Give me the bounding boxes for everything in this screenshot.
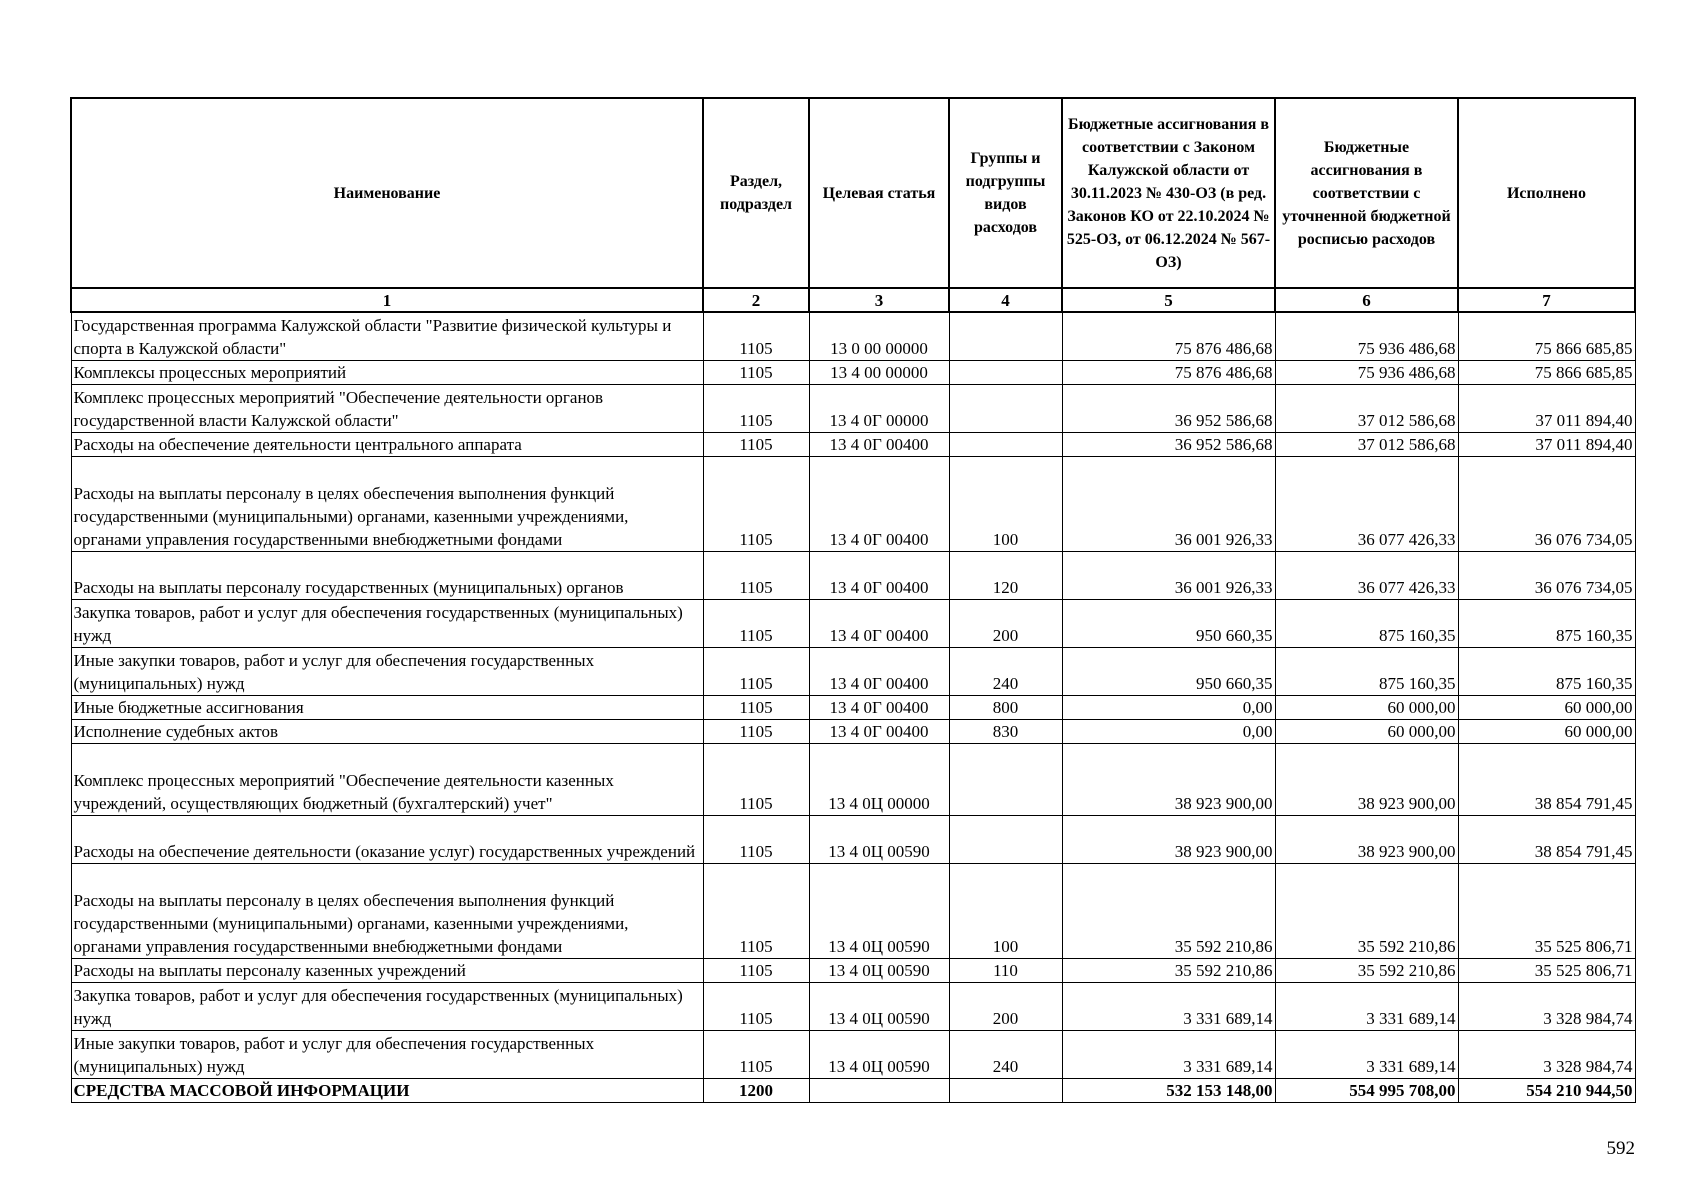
header-executed: Исполнено [1458, 98, 1635, 288]
cell-section: 1105 [703, 863, 809, 958]
cell-article: 13 4 0Ц 00590 [809, 982, 949, 1030]
cell-section: 1105 [703, 384, 809, 432]
cell-law: 35 592 210,86 [1062, 958, 1275, 982]
cell-group: 800 [949, 695, 1062, 719]
cell-group: 120 [949, 551, 1062, 599]
cell-group: 240 [949, 647, 1062, 695]
table-row [71, 958, 1635, 982]
cell-article: 13 4 0Г 00400 [809, 432, 949, 456]
cell-name: Расходы на обеспечение деятельности (оказание услуг) государственных учреждений [71, 815, 703, 863]
table-row [71, 456, 1635, 551]
cell-section: 1105 [703, 312, 809, 360]
cell-name: Закупка товаров, работ и услуг для обеспечения государственных (муниципальных) нужд [71, 599, 703, 647]
total-row [71, 1078, 1635, 1102]
table-row [71, 551, 1635, 599]
cell-group: 200 [949, 599, 1062, 647]
cell-article: 13 4 0Ц 00590 [809, 815, 949, 863]
table-row [71, 1030, 1635, 1078]
header-refined: Бюджетные ассигнования в соответствии с уточненной бюджетной росписью расходов [1275, 98, 1458, 288]
cell-article: 13 4 0Г 00400 [809, 599, 949, 647]
cell-section: 1105 [703, 599, 809, 647]
cell-refined: 75 936 486,68 [1275, 312, 1458, 360]
cell-executed: 38 854 791,45 [1458, 815, 1635, 863]
cell-name: Расходы на выплаты персоналу в целях обеспечения выполнения функций государственными (муниципальными) органами, казенными учреждениями, органами управления государственными внебюджетными фондами [71, 863, 703, 958]
cell-refined: 37 012 586,68 [1275, 384, 1458, 432]
cell-refined: 3 331 689,14 [1275, 982, 1458, 1030]
cell-section: 1105 [703, 743, 809, 815]
cell-group [949, 360, 1062, 384]
cell-group [949, 1078, 1062, 1102]
cell-group: 100 [949, 863, 1062, 958]
table-row [71, 863, 1635, 958]
cell-section: 1105 [703, 647, 809, 695]
column-number: 5 [1062, 288, 1275, 312]
cell-name: Расходы на обеспечение деятельности центрального аппарата [71, 432, 703, 456]
table-row [71, 599, 1635, 647]
cell-refined: 35 592 210,86 [1275, 958, 1458, 982]
cell-law: 0,00 [1062, 695, 1275, 719]
cell-article: 13 4 0Г 00400 [809, 719, 949, 743]
cell-refined: 875 160,35 [1275, 599, 1458, 647]
table-row [71, 695, 1635, 719]
cell-name: Расходы на выплаты персоналу в целях обеспечения выполнения функций государственными (муниципальными) органами, казенными учреждениями, органами управления государственными внебюджетными фондами [71, 456, 703, 551]
cell-article: 13 4 00 00000 [809, 360, 949, 384]
cell-section: 1105 [703, 360, 809, 384]
column-number: 4 [949, 288, 1062, 312]
cell-article: 13 4 0Ц 00590 [809, 1030, 949, 1078]
cell-article: 13 4 0Г 00000 [809, 384, 949, 432]
cell-refined: 875 160,35 [1275, 647, 1458, 695]
cell-name: Комплексы процессных мероприятий [71, 360, 703, 384]
cell-group: 100 [949, 456, 1062, 551]
cell-refined: 35 592 210,86 [1275, 863, 1458, 958]
cell-name: Иные бюджетные ассигнования [71, 695, 703, 719]
cell-executed: 75 866 685,85 [1458, 360, 1635, 384]
header-name: Наименование [71, 98, 703, 288]
cell-name: Иные закупки товаров, работ и услуг для обеспечения государственных (муниципальных) нужд [71, 1030, 703, 1078]
cell-group [949, 743, 1062, 815]
cell-executed: 36 076 734,05 [1458, 551, 1635, 599]
cell-refined: 37 012 586,68 [1275, 432, 1458, 456]
cell-law: 75 876 486,68 [1062, 312, 1275, 360]
header-group: Группы и подгруппы видов расходов [949, 98, 1062, 288]
cell-law: 36 952 586,68 [1062, 384, 1275, 432]
cell-article [809, 1078, 949, 1102]
cell-section: 1105 [703, 1030, 809, 1078]
cell-group [949, 815, 1062, 863]
cell-article: 13 4 0Г 00400 [809, 647, 949, 695]
cell-section: 1105 [703, 456, 809, 551]
cell-law: 38 923 900,00 [1062, 815, 1275, 863]
cell-section: 1105 [703, 815, 809, 863]
cell-executed: 3 328 984,74 [1458, 1030, 1635, 1078]
cell-executed: 37 011 894,40 [1458, 384, 1635, 432]
cell-executed: 3 328 984,74 [1458, 982, 1635, 1030]
cell-section: 1105 [703, 695, 809, 719]
cell-executed: 75 866 685,85 [1458, 312, 1635, 360]
header-law: Бюджетные ассигнования в соответствии с Законом Калужской области от 30.11.2023 № 430-ОЗ (в ред. Законов КО от 22.10.2024 № 525-ОЗ, от 06.12.2024 № 567-ОЗ) [1062, 98, 1275, 288]
page-number: 592 [1606, 1138, 1635, 1159]
cell-name: СРЕДСТВА МАССОВОЙ ИНФОРМАЦИИ [71, 1078, 703, 1102]
cell-group: 110 [949, 958, 1062, 982]
cell-name: Исполнение судебных актов [71, 719, 703, 743]
cell-name: Расходы на выплаты персоналу казенных учреждений [71, 958, 703, 982]
cell-executed: 875 160,35 [1458, 647, 1635, 695]
cell-executed: 38 854 791,45 [1458, 743, 1635, 815]
header-article: Целевая статья [809, 98, 949, 288]
column-number: 1 [71, 288, 703, 312]
table-row [71, 719, 1635, 743]
cell-article: 13 4 0Г 00400 [809, 456, 949, 551]
cell-group: 240 [949, 1030, 1062, 1078]
cell-section: 1105 [703, 551, 809, 599]
column-number: 6 [1275, 288, 1458, 312]
table-row [71, 647, 1635, 695]
column-number: 7 [1458, 288, 1635, 312]
cell-group: 830 [949, 719, 1062, 743]
table-row [71, 432, 1635, 456]
cell-refined: 3 331 689,14 [1275, 1030, 1458, 1078]
cell-section: 1105 [703, 432, 809, 456]
budget-table [70, 97, 1636, 1103]
cell-law: 35 592 210,86 [1062, 863, 1275, 958]
cell-refined: 38 923 900,00 [1275, 743, 1458, 815]
cell-article: 13 4 0Г 00400 [809, 695, 949, 719]
header-section: Раздел, подраздел [703, 98, 809, 288]
cell-group [949, 432, 1062, 456]
cell-refined: 75 936 486,68 [1275, 360, 1458, 384]
cell-article: 13 4 0Ц 00000 [809, 743, 949, 815]
cell-group: 200 [949, 982, 1062, 1030]
cell-executed: 875 160,35 [1458, 599, 1635, 647]
cell-executed: 36 076 734,05 [1458, 456, 1635, 551]
column-number: 3 [809, 288, 949, 312]
cell-refined: 60 000,00 [1275, 695, 1458, 719]
table-row [71, 384, 1635, 432]
cell-article: 13 4 0Ц 00590 [809, 958, 949, 982]
cell-law: 36 001 926,33 [1062, 551, 1275, 599]
cell-law: 532 153 148,00 [1062, 1078, 1275, 1102]
cell-article: 13 4 0Ц 00590 [809, 863, 949, 958]
cell-executed: 37 011 894,40 [1458, 432, 1635, 456]
cell-executed: 35 525 806,71 [1458, 863, 1635, 958]
cell-refined: 38 923 900,00 [1275, 815, 1458, 863]
table-body [71, 312, 1635, 1102]
cell-law: 950 660,35 [1062, 599, 1275, 647]
header-number-row [71, 288, 1635, 312]
cell-section: 1105 [703, 958, 809, 982]
cell-law: 0,00 [1062, 719, 1275, 743]
table-row [71, 815, 1635, 863]
cell-law: 950 660,35 [1062, 647, 1275, 695]
cell-section: 1105 [703, 982, 809, 1030]
cell-executed: 60 000,00 [1458, 695, 1635, 719]
cell-law: 36 001 926,33 [1062, 456, 1275, 551]
table-row [71, 743, 1635, 815]
cell-section: 1105 [703, 719, 809, 743]
cell-section: 1200 [703, 1078, 809, 1102]
cell-name: Комплекс процессных мероприятий "Обеспечение деятельности казенных учреждений, осуществляющих бюджетный (бухгалтерский) учет" [71, 743, 703, 815]
cell-name: Расходы на выплаты персоналу государственных (муниципальных) органов [71, 551, 703, 599]
cell-refined: 36 077 426,33 [1275, 456, 1458, 551]
cell-article: 13 4 0Г 00400 [809, 551, 949, 599]
cell-group [949, 384, 1062, 432]
cell-name: Иные закупки товаров, работ и услуг для обеспечения государственных (муниципальных) нужд [71, 647, 703, 695]
cell-article: 13 0 00 00000 [809, 312, 949, 360]
cell-law: 38 923 900,00 [1062, 743, 1275, 815]
cell-law: 75 876 486,68 [1062, 360, 1275, 384]
cell-name: Государственная программа Калужской области "Развитие физической культуры и спорта в Калужской области" [71, 312, 703, 360]
table-row [71, 312, 1635, 360]
cell-law: 3 331 689,14 [1062, 1030, 1275, 1078]
header-row [71, 98, 1635, 288]
table-row [71, 982, 1635, 1030]
cell-name: Комплекс процессных мероприятий "Обеспечение деятельности органов государственной власти Калужской области" [71, 384, 703, 432]
cell-law: 36 952 586,68 [1062, 432, 1275, 456]
cell-refined: 60 000,00 [1275, 719, 1458, 743]
cell-name: Закупка товаров, работ и услуг для обеспечения государственных (муниципальных) нужд [71, 982, 703, 1030]
cell-group [949, 312, 1062, 360]
cell-refined: 554 995 708,00 [1275, 1078, 1458, 1102]
column-number: 2 [703, 288, 809, 312]
table-row [71, 360, 1635, 384]
cell-executed: 554 210 944,50 [1458, 1078, 1635, 1102]
cell-executed: 60 000,00 [1458, 719, 1635, 743]
cell-refined: 36 077 426,33 [1275, 551, 1458, 599]
cell-law: 3 331 689,14 [1062, 982, 1275, 1030]
cell-executed: 35 525 806,71 [1458, 958, 1635, 982]
